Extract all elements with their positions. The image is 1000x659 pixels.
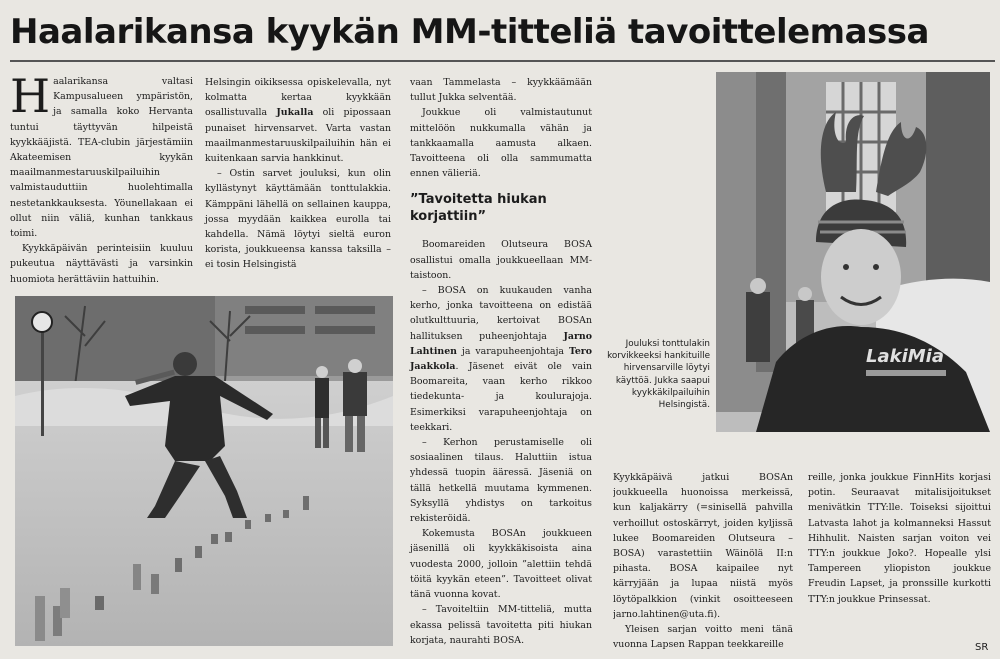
- author-signature: SR: [975, 642, 989, 653]
- photo-kyykka-player: [15, 296, 393, 646]
- col3-para-5: – Kerhon perustamiselle oli sosiaalinen tilaus. Haluttiin istua yhdessä tuopin ääressä. Jäseniä on tällä hetkellä muutama kymmenen. Syksyllä yhdistys on tarkoitus rekisteröidä.: [410, 437, 592, 525]
- jacket-logo-text: LakiMia: [866, 346, 944, 367]
- col4-para-2: Yleisen sarjan voitto meni tänä vuonna Lapsen Rappan teekkareille: [613, 624, 793, 651]
- headline: Haalarikansa kyykän MM-titteliä tavoittelemassa: [10, 12, 929, 52]
- photo-kyykka-player-image: [15, 296, 393, 646]
- col2-para-2: – Ostin sarvet jouluksi, kun olin kyllästynyt käyttämään tonttulakkia. Kämppäni lähellä on sellainen kauppa, jossa myydään kaikkea eurolla tai kahdella. Nämä löytyi sieltä euron korista, joukkueensa kanssa taksilla – ei tosin Helsingistä: [205, 168, 391, 271]
- column-2: [205, 75, 391, 273]
- col1-para-2: Kyykkäpäivän perinteisiin kuuluu pukeutua näyttävästi ja varsinkin huomiota herättäviin hattuihin.: [10, 243, 193, 285]
- col3-para-7: – Tavoiteltiin MM-titteliä, mutta ekassa pelissä tavoitetta piti hiukan korjata, naurahti BOSA.: [410, 604, 592, 646]
- col1-para-1: Haalarikansa valtasi Kampusalueen ympäristön, ja samalla koko Hervanta tuntui täyttyvän hilpeistä kyykkääjistä. TEA-clubin järjestämiin Akateemisen kyykän maailmanmestaruuskilpailuihin valmistauduttiin huolehtimalla nestetankkauksesta. Yöunellakaan ei ollut niin väliä, kunhan tankkaus toimi.: [10, 69, 193, 240]
- col2-para-1: Helsingin oikiksessa opiskelevalla, nyt kolmatta kertaa kyykkään osallistuvalla Jukalla oli pipossaan punaiset hirvensarvet. Varta vastan maailmanmestaruuskilpailuihin hän ei kuitenkaan sarvia hankkinut.: [205, 77, 392, 165]
- column-5: [808, 470, 991, 607]
- column-1: [10, 69, 193, 287]
- col4-para-1: Kyykkäpäivä jatkui BOSAn joukkueella huonoissa merkeissä, kun kaljakärry (=sinisellä pahvilla verhoillut ostoskärryt, joiden kyljissä lukee Boomareiden Olutseura – BOSA) varastettiin Wäinölä II:n pihasta. BOSA kaipailee nyt kärryjään ja lupaa niistä myös löytöpalkkion (vinkit osoitteeseen jarno.lahtinen@uta.fi).: [613, 472, 793, 620]
- headline-rule: [10, 60, 995, 62]
- column-3: [410, 75, 592, 648]
- photo-jukka-antlers: [716, 72, 990, 432]
- drop-cap: H: [10, 69, 51, 123]
- column-4: [613, 470, 793, 659]
- col3-para-2: Joukkue oli valmistautunut mittelöön nukkumalla vähän ja tankkaamalla aamusta alkaen. Tavoitteena oli olla sammumatta ennen välieriä.: [410, 107, 592, 180]
- photo-caption: Jouluksi tonttulakin korvikkeeksi hankituille hirvensarville löytyi käyttöä. Jukka saapui kyykkäkilpailuihin Helsingistä.: [607, 339, 710, 411]
- col3-para-3: Boomareiden Olutseura BOSA osallistui omalla joukkueellaan MM-taistoon.: [410, 239, 592, 281]
- col5-para-1: reille, jonka joukkue FinnHits korjasi potin. Seuraavat mitalisijoitukset menivätkin TTY:lle. Toiseksi sijoittui Latvasta lahot ja kolmanneksi Hassut Hihhulit. Naisten sarjan voiton vei TTY:n joukkue Joko?. Hopealle ylsi Tampereen yliopiston joukkue Freudin Lapset, ja pronssille kurkotti TTY:n joukkue Prinsessat.: [808, 472, 991, 605]
- col3-para-6: Kokemusta BOSAn joukkueen jäsenillä oli kyykkäkisoista aina vuodesta 2000, jolloin ”alettiin tehdä töitä kyykän eteen”. Tavoitteet olivat tänä vuonna kovat.: [410, 528, 592, 601]
- col3-para-4: – BOSA on kuukauden vanha kerho, jonka tavoitteena on edistää olutkulttuuria, kertoivat BOSAn hallituksen puheenjohtaja Jarno Lahtinen ja varapuheenjohtaja Tero Jaakkola. Jäsenet eivät ole vain Boomareita, vaan kerho rikkoo tiedekunta- ja koulurajoja. Esimerkiksi varapuheenjohtaja on teekkari.: [410, 285, 592, 433]
- subheading: ”Tavoitetta hiukan korjattiin”: [410, 192, 547, 225]
- col3-para-1: vaan Tammelasta – kyykkäämään tullut Jukka selventää.: [410, 77, 592, 104]
- photo-jukka-antlers-image: [716, 72, 990, 432]
